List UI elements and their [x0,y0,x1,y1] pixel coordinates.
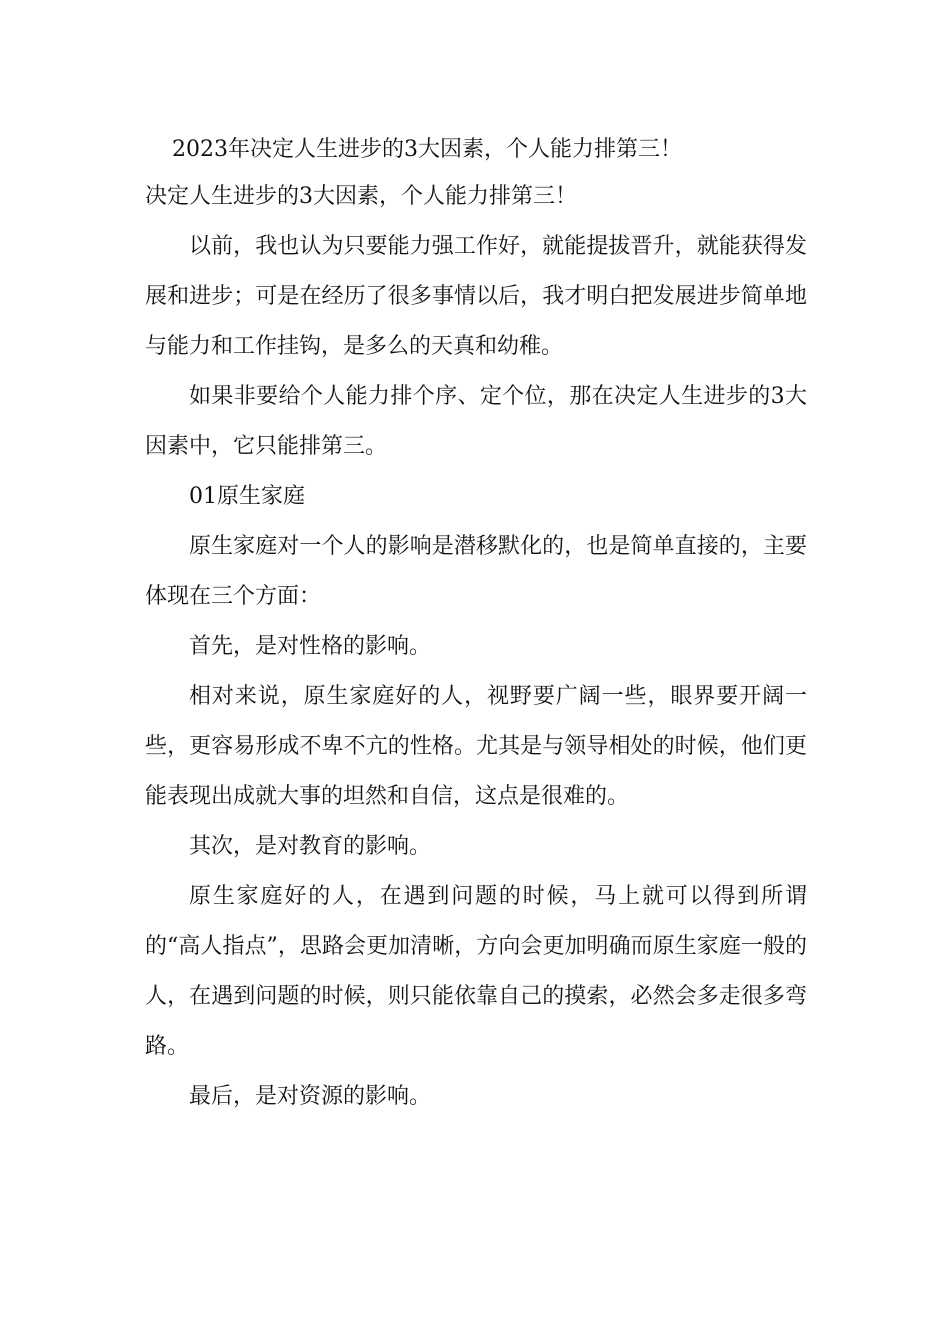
document-title: 2023年决定人生进步的3大因素，个人能力排第三！ [172,137,682,162]
paragraph-intro: 以前，我也认为只要能力强工作好，就能提拔晋升，就能获得发展和进步；可是在经历了很多事情以后，我才明白把发展进步简单地与能力和工作挂钩，是多么的天真和幼稚。 [145,234,807,359]
paragraph-third-point: 最后，是对资源的影响。 [189,1084,432,1109]
paragraph-personality: 相对来说，原生家庭好的人，视野要广阔一些，眼界要开阔一些，更容易形成不卑不亢的性格。尤其是与领导相处的时候，他们更能表现出成就大事的坦然和自信，这点是很难的。 [145,684,807,809]
paragraph-family-influence: 原生家庭对一个人的影响是潜移默化的，也是简单直接的，主要体现在三个方面： [145,534,807,609]
paragraph-second-point: 其次，是对教育的影响。 [189,834,432,859]
paragraph-ranking: 如果非要给个人能力排个序、定个位，那在决定人生进步的3大因素中，它只能排第三。 [145,384,807,459]
paragraph-first-point: 首先，是对性格的影响。 [189,634,432,659]
section-heading-family: 01原生家庭 [189,484,305,509]
document-body [145,128,807,1122]
document-subtitle: 决定人生进步的3大因素，个人能力排第三！ [145,184,577,209]
paragraph-education: 原生家庭好的人，在遇到问题的时候，马上就可以得到所谓的“高人指点”，思路会更加清晰，方向会更加明确而原生家庭一般的人，在遇到问题的时候，则只能依靠自己的摸索，必然会多走很多弯路。 [145,884,807,1059]
